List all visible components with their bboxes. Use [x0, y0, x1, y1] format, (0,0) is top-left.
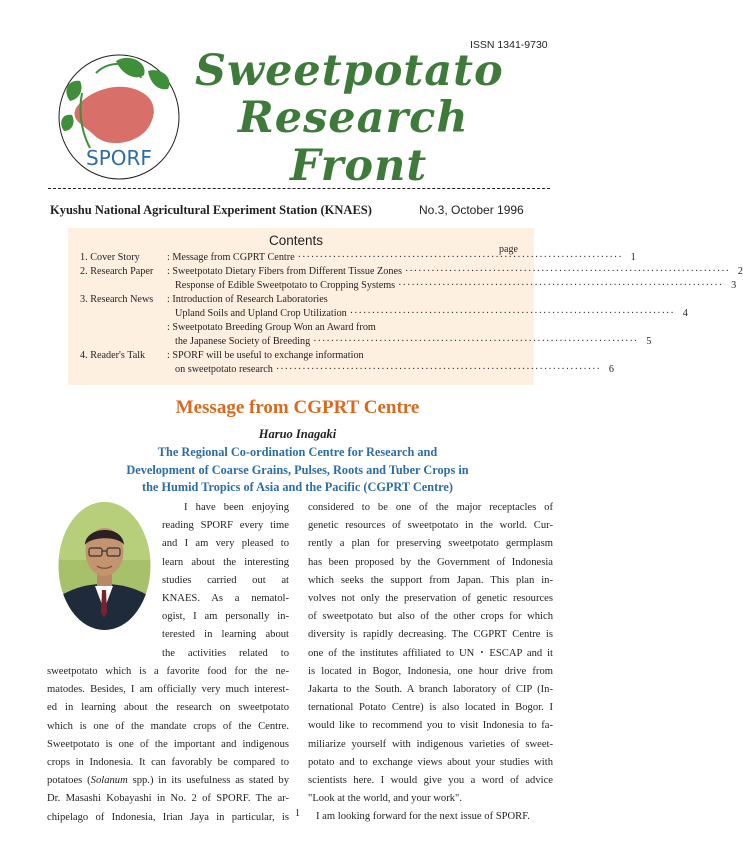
contents-page-label: page: [499, 244, 518, 255]
toc-leader-dots: ··········································································: [349, 308, 675, 319]
text-line: scientists here. I would give you a word of advice: [308, 775, 553, 787]
contents-title: Contents: [269, 233, 324, 248]
affiliation-line: Development of Coarse Grains, Pulses, Roots and Tuber Crops in: [126, 462, 469, 477]
affiliation-line: the Humid Tropics of Asia and the Pacific (CGPRT Centre): [142, 480, 453, 494]
text-line: which seeks the support from Japan. This plan in-: [308, 574, 553, 586]
toc-entry-page: 6: [608, 364, 614, 375]
toc-leader-dots: ··········································································: [297, 252, 623, 263]
text-line: studies carried out at: [162, 574, 289, 586]
text-line: ternational Potato Centre) is also located in Bogor. I: [308, 702, 553, 714]
toc-entry[interactable]: [175, 364, 614, 376]
sporf-logo: [56, 53, 182, 181]
affiliation-line: The Regional Co-ordination Centre for Research and: [157, 445, 438, 459]
text-line: matodes. Besides, I am officially very much interest-: [47, 684, 289, 696]
text-line: KNAES. As a nematol-: [162, 593, 289, 605]
toc-entry-page: 4: [682, 308, 688, 319]
text-line: I have been enjoying: [184, 502, 289, 513]
text-line: ed in learning about the research on sweetpotato: [47, 702, 289, 714]
text-line: would like to recommend you to visit Indonesia to fa-: [308, 720, 553, 732]
toc-entry-text: on sweetpotato research: [175, 364, 273, 375]
text-line: volves not only the preservation of genetic resources: [308, 593, 553, 605]
toc-entry[interactable]: [167, 266, 743, 278]
toc-entry-text: Upland Soils and Upland Crop Utilization: [175, 308, 347, 319]
author-photo: [57, 500, 152, 632]
article-author: Haruo Inagaki: [258, 427, 337, 441]
masthead-title-line-2: Research: [238, 93, 469, 143]
toc-entry-page: 1: [630, 252, 636, 263]
toc-section-label: 2. Research Paper: [80, 266, 154, 277]
text-line: miliarize yourself with indigenous varieties of sweet-: [308, 738, 553, 750]
toc-leader-dots: ··········································································: [313, 336, 639, 347]
toc-entry-page: 5: [646, 336, 652, 347]
article-column-2: [308, 499, 553, 827]
text-line: chipelago of Indonesia, Irian Jaya in particular, is: [47, 811, 289, 823]
toc-section-label: 4. Reader's Talk: [80, 350, 146, 361]
text-line: Jakarta to the South. A branch laboratory of CIP (In-: [308, 684, 553, 696]
masthead-title-line-1: Sweetpotato: [195, 46, 504, 96]
article-headline: Message from CGPRT Centre: [175, 397, 420, 418]
toc-entry[interactable]: [175, 336, 652, 348]
text-line: Dr. Masashi Kobayashi in No. 2 of SPORF. The ar-: [47, 793, 289, 805]
toc-section-label: 3. Research News: [80, 294, 154, 305]
text-line: genetic resources of sweetpotato in the world. Cur-: [308, 520, 553, 532]
logo-text: SPORF: [86, 146, 152, 170]
closing-line: I am looking forward for the next issue of SPORF.: [316, 811, 530, 823]
page-number: 1: [295, 808, 300, 819]
text-line: Sweetpotato is one of the important and indigenous: [47, 738, 289, 750]
text-line: diversity is rapidly decreasing. The CGPRT Centre is: [308, 629, 553, 641]
text-line: learn about the interesting: [162, 556, 289, 568]
article-column-1-narrow: [162, 499, 289, 663]
text-line: potatoes (Solanum spp.) in its usefulness as stated by: [47, 775, 289, 787]
masthead-title-line-3: Front: [290, 141, 428, 191]
text-line: ogist, I am personally in-: [162, 611, 289, 623]
station-name: Kyushu National Agricultural Experiment Station (KNAES): [50, 203, 372, 217]
text-line: one of the institutes affiliated to UN・ESCAP and it: [308, 647, 553, 659]
toc-entry-text[interactable]: : Sweetpotato Breeding Group Won an Award from: [167, 322, 376, 333]
text-line: reading SPORF every time: [162, 520, 289, 532]
text-line: of sweetpotato but also of the other crops for which: [308, 611, 553, 623]
toc-entry[interactable]: [175, 280, 737, 292]
toc-entry[interactable]: [167, 252, 636, 264]
text-line: which is one of the mandate crops of the Centre.: [47, 720, 289, 732]
text-line: rently a plan for preserving sweetpotato germplasm: [308, 538, 553, 550]
text-line: the activities related to: [162, 647, 289, 659]
text-line: potato and to exchange views about your studies with: [308, 756, 553, 768]
text-line: sweetpotato which is a favorite food for the ne-: [47, 666, 289, 677]
toc-leader-dots: ··········································································: [404, 266, 730, 277]
masthead-divider: [48, 188, 550, 189]
toc-leader-dots: ··········································································: [398, 280, 724, 291]
toc-entry-text: : Sweetpotato Dietary Fibers from Different Tissue Zones: [167, 266, 402, 277]
toc-entry-text: the Japanese Society of Breeding: [175, 336, 311, 347]
toc-entry-text[interactable]: : SPORF will be useful to exchange information: [167, 350, 364, 361]
text-line: considered to be one of the major receptacles of: [308, 502, 553, 513]
toc-entry-text: Response of Edible Sweetpotato to Cropping Systems: [175, 280, 396, 291]
italic-genus: Solanum: [90, 775, 128, 787]
article-column-1-wide: [47, 663, 289, 827]
toc-entry-text: : Message from CGPRT Centre: [167, 252, 295, 263]
toc-entry-text[interactable]: : Introduction of Research Laboratories: [167, 294, 328, 305]
text-line: is located in Bogor, Indonesia, one hour drive from: [308, 665, 553, 677]
toc-section-label: 1. Cover Story: [80, 252, 140, 263]
text-line: terested in learning about: [162, 629, 289, 641]
author-affiliation: [0, 444, 595, 497]
text-line: has been proposed by the Government of Indonesia: [308, 556, 553, 568]
toc-entry-page: 2: [737, 266, 743, 277]
text-line: and I am very pleased to: [162, 538, 289, 550]
text-line: crops in Indonesia. It can favorably be compared to: [47, 757, 289, 769]
issue-info: No.3, October 1996: [419, 203, 524, 217]
toc-entry[interactable]: [175, 308, 688, 320]
text-line: "Look at the world, and your work".: [308, 793, 462, 805]
toc-entry-page: 3: [731, 280, 737, 291]
toc-leader-dots: ··········································································: [275, 364, 601, 375]
issn-number: ISSN 1341-9730: [470, 39, 548, 51]
